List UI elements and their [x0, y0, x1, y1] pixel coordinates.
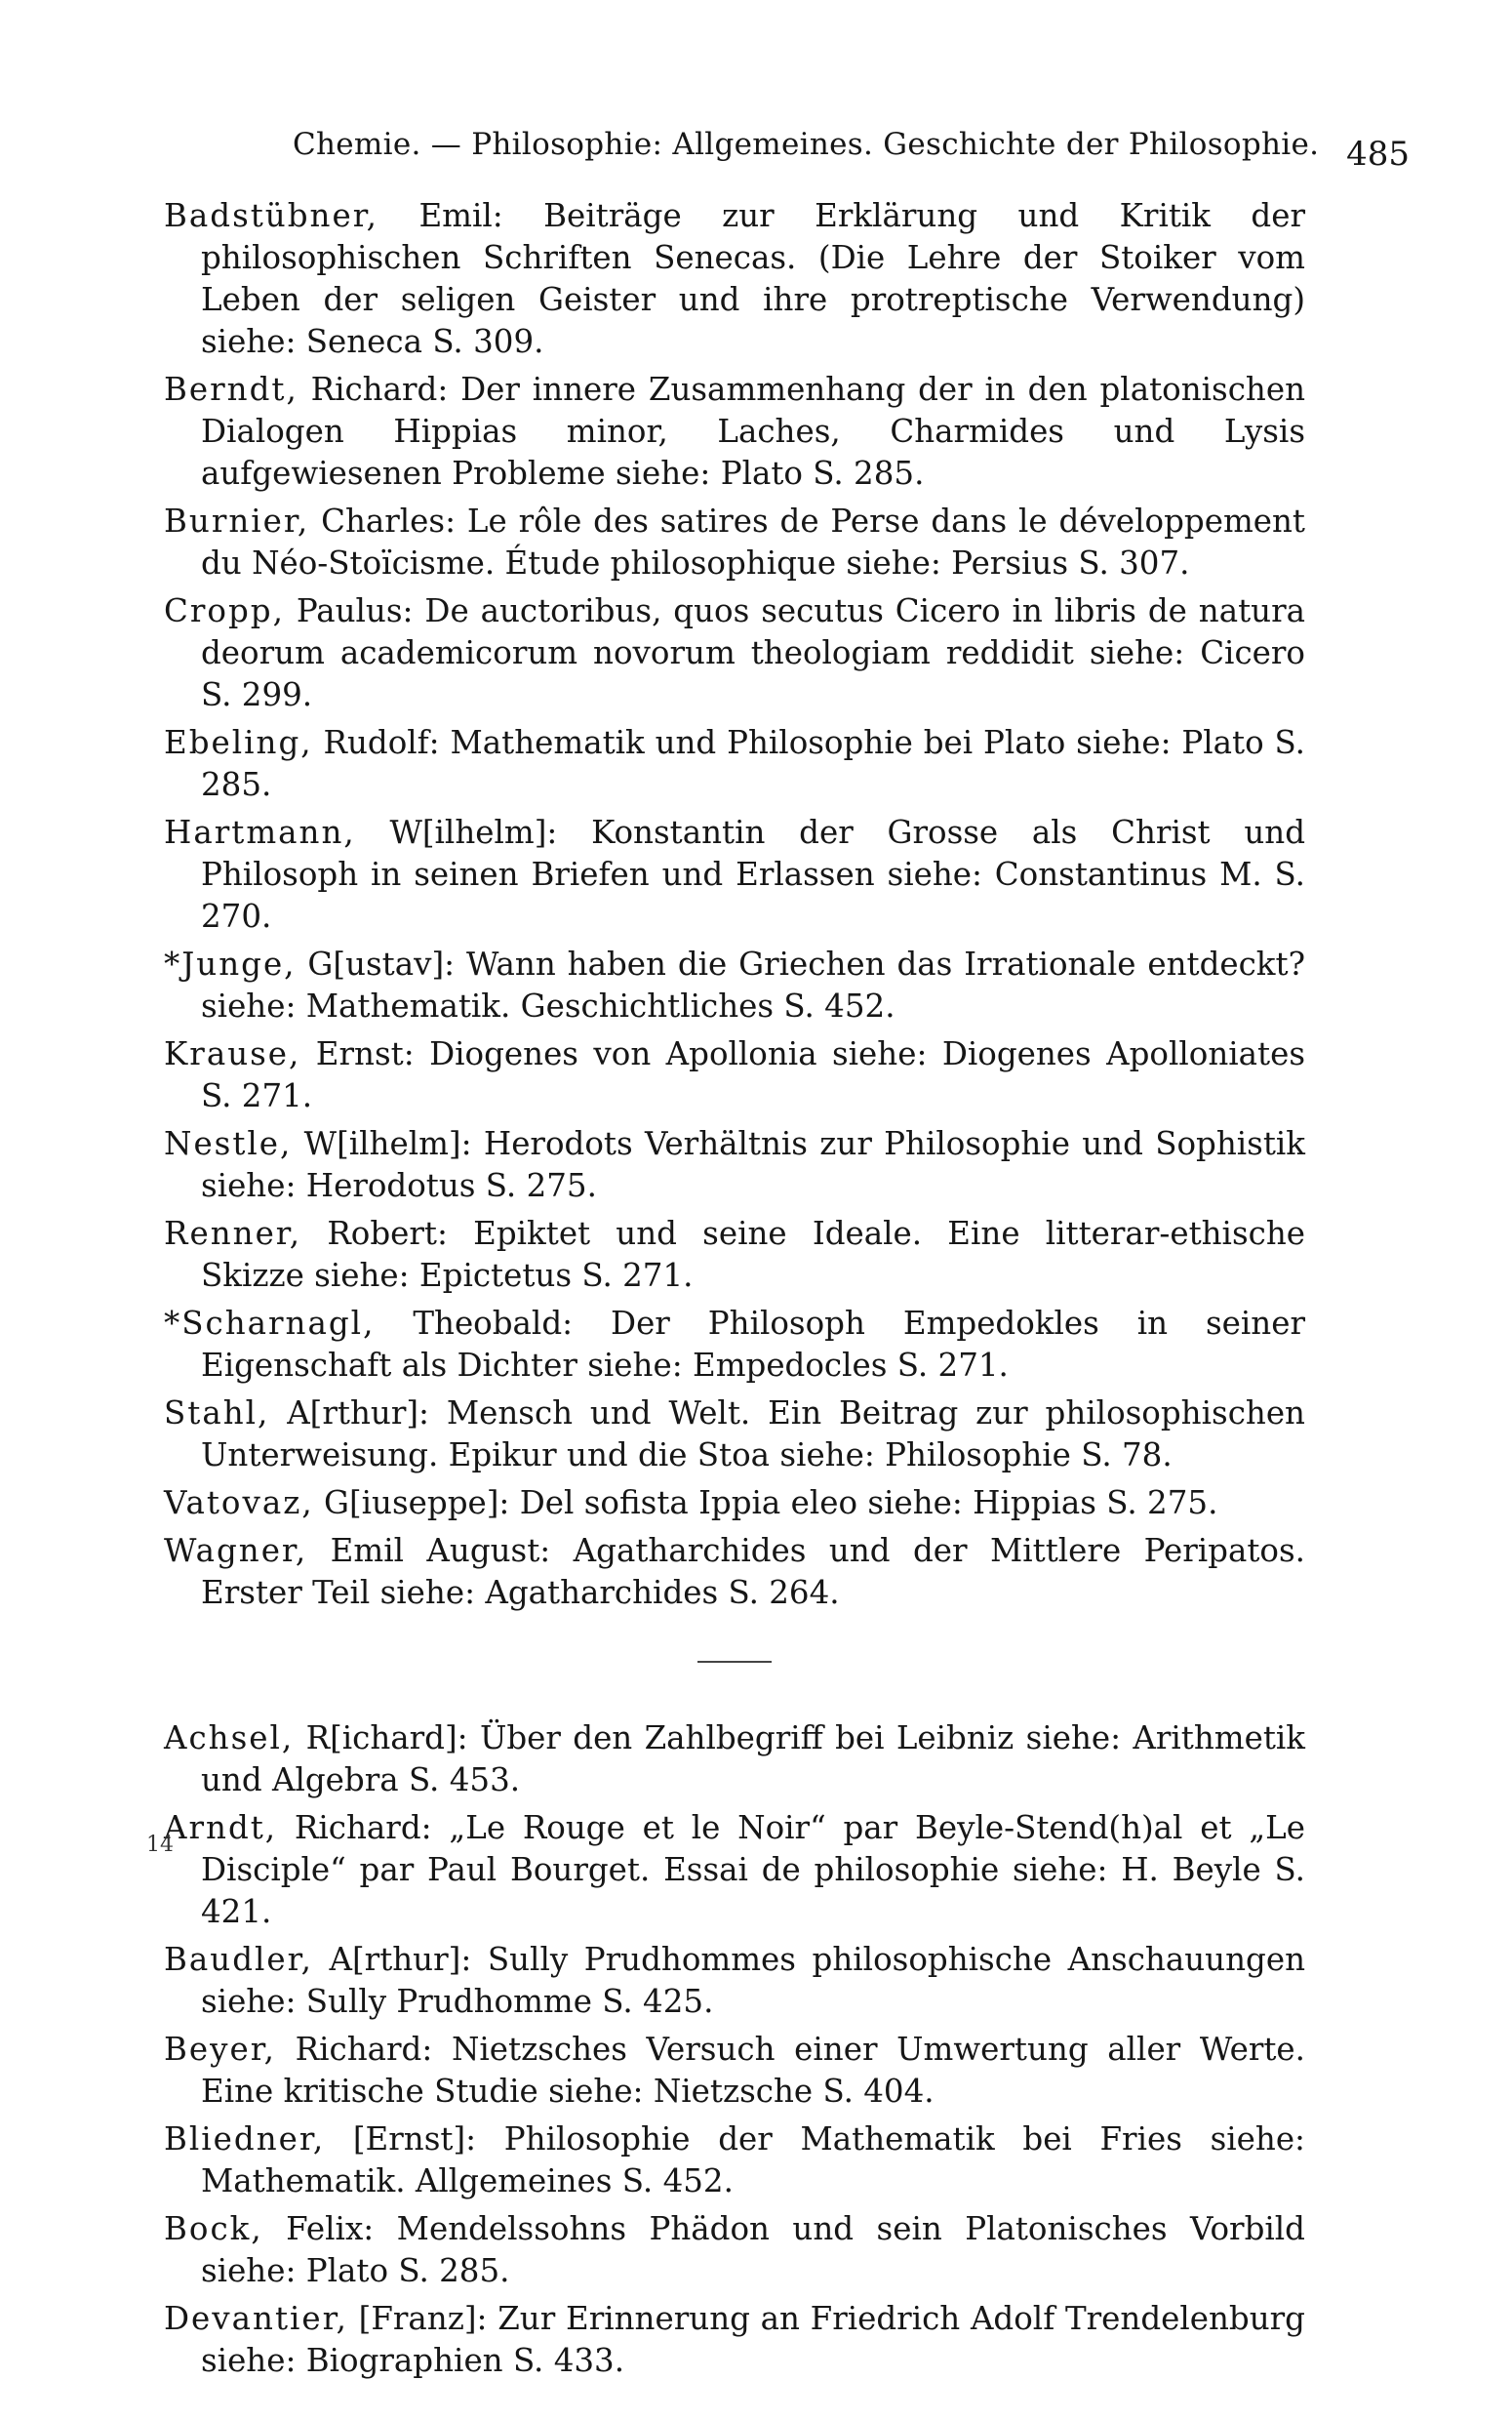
bibliography-entry [164, 812, 1305, 938]
entry-author: Bliedner, [164, 2120, 326, 2158]
entry-author: Badstübner, [164, 197, 378, 234]
bibliography-entry [164, 1482, 1305, 1524]
entry-text: Emil: Beiträge zur Erklärung und Kritik der philosophischen Schriften Senecas. (Die Lehre der Stoiker vom Leben der seligen Geister und ihre protreptische Verwendung) siehe: Seneca S. 309. [201, 197, 1305, 360]
entry-author: Arndt, [164, 1809, 278, 1846]
entry-text: Richard: „Le Rouge et le Noir“ par Beyle-Stend(h)al et „Le Disciple“ par Paul Bourget. Essai de philosophie siehe: H. Beyle S. 421. [201, 1809, 1305, 1930]
bibliography-entry [164, 1033, 1305, 1117]
bibliography-entry [164, 1392, 1305, 1476]
bibliography-entry [164, 1807, 1305, 1933]
bibliography-entry [164, 1939, 1305, 2023]
bibliography-entry [164, 722, 1305, 806]
entry-text: Theobald: Der Philosoph Empedokles in seiner Eigenschaft als Dichter siehe: Empedocles S. 271. [201, 1305, 1305, 1384]
entry-author: Berndt, [164, 371, 298, 408]
entry-text: Emil August: Agatharchides und der Mittlere Peripatos. Erster Teil siehe: Agatharchides S. 264. [201, 1532, 1305, 1611]
bibliography-entry [164, 2298, 1305, 2382]
bibliography-entry [164, 369, 1305, 495]
page-header [293, 127, 1410, 176]
bibliography-entry [164, 1213, 1305, 1297]
page-number: 485 [1346, 135, 1410, 174]
entry-text: A[rthur]: Sully Prudhommes philosophische Anschauungen siehe: Sully Prudhomme S. 425. [201, 1941, 1305, 2020]
entry-author: Achsel, [164, 1719, 295, 1756]
bibliography-entry [164, 2029, 1305, 2113]
entry-author: Cropp, [164, 592, 285, 629]
bibliography-entry [164, 195, 1305, 363]
entry-author: *Junge, [164, 946, 297, 983]
bibliography-entries [164, 195, 1305, 2388]
bibliography-entry [164, 2118, 1305, 2202]
bibliography-entry [164, 2208, 1305, 2292]
entry-author: Hartmann, [164, 814, 356, 851]
entry-text: W[ilhelm]: Konstantin der Grosse als Christ und Philosoph in seinen Briefen und Erlassen siehe: Constantinus M. S. 270. [201, 814, 1305, 935]
entry-author: Bock, [164, 2210, 263, 2247]
entry-text: A[rthur]: Mensch und Welt. Ein Beitrag zur philosophischen Unterweisung. Epikur und die Stoa siehe: Philosophie S. 78. [201, 1394, 1305, 1473]
entry-text: Ernst: Diogenes von Apollonia siehe: Diogenes Apolloniates S. 271. [201, 1035, 1305, 1114]
entry-author: Ebeling, [164, 724, 313, 761]
entry-text: Charles: Le rôle des satires de Perse dans le développement du Néo-Stoïcisme. Étude philosophique siehe: Persius S. 307. [201, 503, 1305, 582]
entry-text: [Franz]: Zur Erinnerung an Friedrich Adolf Trendelenburg siehe: Biographien S. 433. [201, 2300, 1305, 2379]
entry-text: G[iuseppe]: Del sofista Ippia eleo siehe: Hippias S. 275. [313, 1484, 1218, 1521]
entry-text: R[ichard]: Über den Zahlbegriff bei Leibniz siehe: Arithmetik und Algebra S. 453. [201, 1719, 1305, 1798]
entry-author: Baudler, [164, 1941, 313, 1978]
entry-text: Rudolf: Mathematik und Philosophie bei Plato siehe: Plato S. 285. [201, 724, 1305, 803]
entry-text: Felix: Mendelssohns Phädon und sein Platonisches Vorbild siehe: Plato S. 285. [201, 2210, 1305, 2289]
entry-author: Devantier, [164, 2300, 348, 2337]
bibliography-entry [164, 1717, 1305, 1801]
entry-author: Stahl, [164, 1394, 270, 1432]
section-2-list [164, 1717, 1305, 2382]
entry-text: Robert: Epiktet und seine Ideale. Eine litterar-ethische Skizze siehe: Epictetus S. 271. [201, 1215, 1305, 1294]
bibliography-entry [164, 501, 1305, 585]
entry-author: Burnier, [164, 503, 310, 540]
entry-author: Renner, [164, 1215, 302, 1252]
section-divider [697, 1661, 772, 1663]
section-1-list [164, 195, 1305, 1614]
entry-author: Beyer, [164, 2031, 277, 2068]
entry-text: Richard: Nietzsches Versuch einer Umwertung aller Werte. Eine kritische Studie siehe: Nietzsche S. 404. [201, 2031, 1305, 2110]
entry-author: Nestle, [164, 1125, 293, 1162]
bibliography-entry [164, 944, 1305, 1028]
entry-author: Krause, [164, 1035, 301, 1072]
bibliography-entry [164, 590, 1305, 716]
bibliography-entry [164, 1123, 1305, 1207]
bibliography-entry [164, 1530, 1305, 1614]
entry-text: W[ilhelm]: Herodots Verhältnis zur Philosophie und Sophistik siehe: Herodotus S. 275. [201, 1125, 1305, 1204]
running-title: Chemie. — Philosophie: Allgemeines. Geschichte der Philosophie. [293, 127, 1320, 162]
entry-text: [Ernst]: Philosophie der Mathematik bei Fries siehe: Mathematik. Allgemeines S. 452. [201, 2120, 1305, 2199]
bibliography-entry [164, 1303, 1305, 1387]
entry-author: *Scharnagl, [164, 1305, 376, 1342]
entry-author: Vatovaz, [164, 1484, 314, 1521]
margin-annotation: 14 [146, 1833, 174, 1857]
entry-text: Paulus: De auctoribus, quos secutus Cicero in libris de natura deorum academicorum novorum theologiam reddidit siehe: Cicero S. 299. [201, 592, 1305, 713]
entry-text: Richard: Der innere Zusammenhang der in den platonischen Dialogen Hippias minor, Laches, Charmides und Lysis aufgewiesenen Probleme siehe: Plato S. 285. [201, 371, 1305, 492]
entry-author: Wagner, [164, 1532, 308, 1569]
entry-text: G[ustav]: Wann haben die Griechen das Irrationale entdeckt? siehe: Mathematik. Geschichtliches S. 452. [201, 946, 1305, 1025]
